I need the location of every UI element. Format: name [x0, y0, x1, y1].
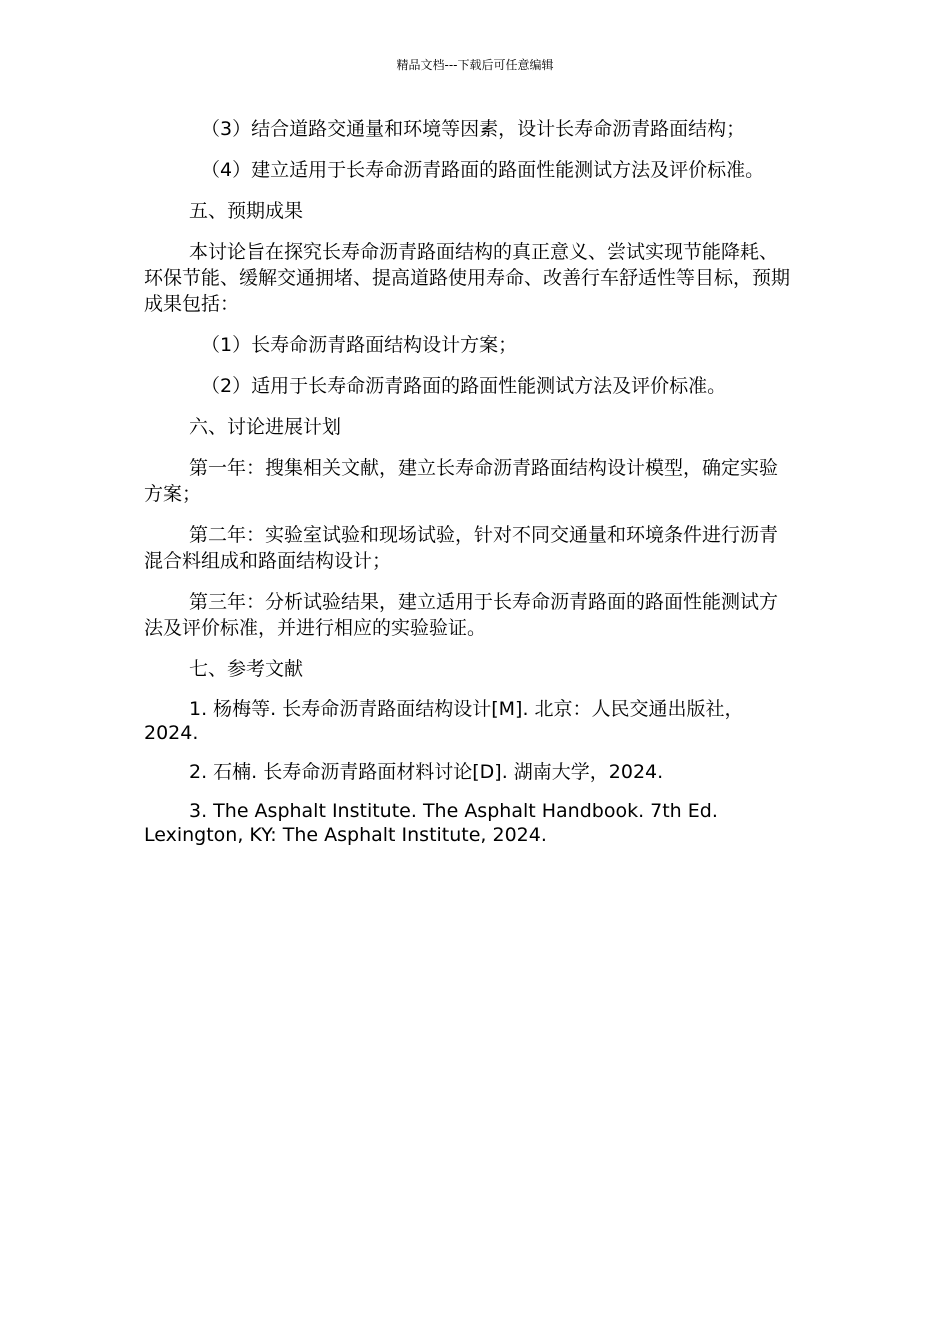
section-heading-expected-results: 五、预期成果 [189, 200, 304, 222]
schedule-year-1: 第一年：搜集相关文献，建立长寿命沥青路面结构设计模型，确定实验方案； [144, 457, 779, 505]
page-header: 精品文档---下载后可任意编辑 [396, 58, 554, 72]
reference-2: 2. 石楠. 长寿命沥青路面材料讨论[D]. 湖南大学，2024. [189, 761, 664, 783]
reference-1: 1. 杨梅等. 长寿命沥青路面结构设计[M]. 北京：人民交通出版社，2024. [144, 698, 744, 744]
schedule-year-3: 第三年：分析试验结果，建立适用于长寿命沥青路面的路面性能测试方法及评价标准，并进行相应的实验验证。 [144, 591, 779, 639]
objective-item-3: （3）结合道路交通量和环境等因素，设计长寿命沥青路面结构； [201, 118, 746, 140]
expected-result-item-2: （2）适用于长寿命沥青路面的路面性能测试方法及评价标准。 [201, 375, 727, 397]
objective-item-4: （4）建立适用于长寿命沥青路面的路面性能测试方法及评价标准。 [201, 159, 765, 181]
expected-result-item-1: （1）长寿命沥青路面结构设计方案； [201, 334, 518, 356]
section-heading-references: 七、参考文献 [189, 658, 304, 680]
document-body [144, 116, 794, 847]
section-heading-schedule: 六、讨论进展计划 [189, 416, 342, 438]
reference-3: 3. The Asphalt Institute. The Asphalt Handbook. 7th Ed. Lexington, KY: The Asphalt Institute, 2024. [144, 800, 718, 846]
schedule-year-2: 第二年：实验室试验和现场试验，针对不同交通量和环境条件进行沥青混合料组成和路面结构设计； [144, 524, 779, 572]
expected-results-intro: 本讨论旨在探究长寿命沥青路面结构的真正意义、尝试实现节能降耗、环保节能、缓解交通拥堵、提高道路使用寿命、改善行车舒适性等目标，预期成果包括： [144, 241, 791, 315]
